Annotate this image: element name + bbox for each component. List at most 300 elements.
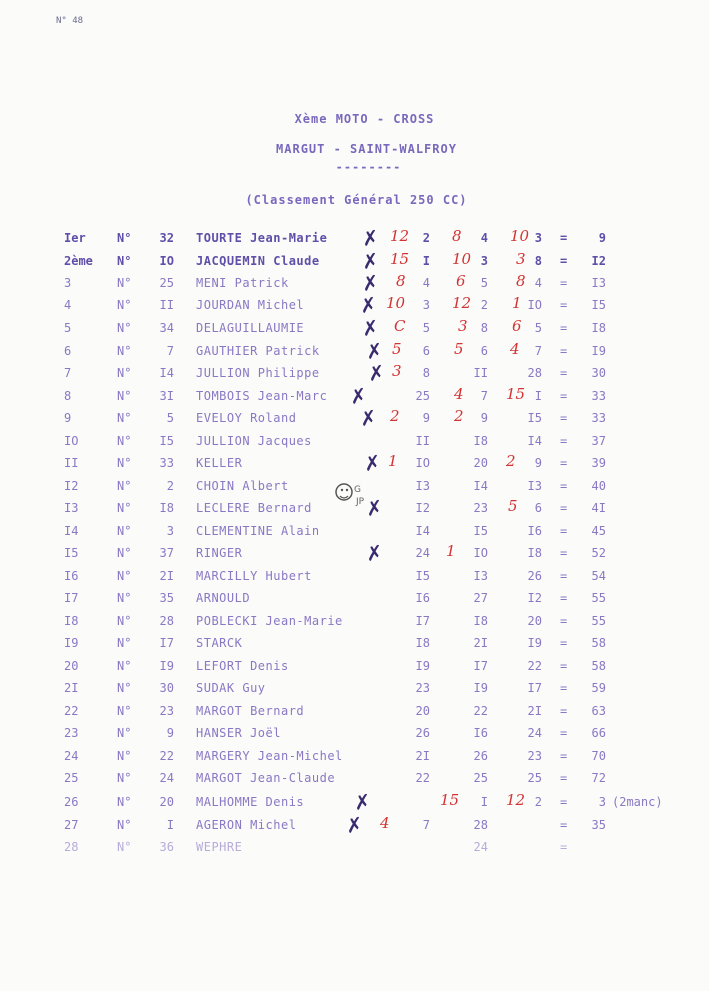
handwritten-number: 15 <box>440 791 460 809</box>
cell-eq: = <box>560 681 568 695</box>
handwritten-number: 8 <box>452 227 462 245</box>
cell-num: I <box>166 818 174 832</box>
cell-total: 70 <box>591 749 606 763</box>
cross-mark-icon: ✗ <box>366 359 387 387</box>
cell-m3: 2 <box>534 795 542 809</box>
cell-total: 33 <box>591 389 606 403</box>
cell-num: 3 <box>166 524 174 538</box>
document-place: MARGUT - SAINT-WALFROY <box>276 142 457 156</box>
cell-m1: 7 <box>422 818 430 832</box>
cell-m1: 2 <box>422 231 430 245</box>
cell-eq: = <box>560 321 568 335</box>
handwritten-number: 12 <box>390 227 410 245</box>
table-row <box>0 298 709 320</box>
cell-m1: 26 <box>415 726 430 740</box>
cell-rank: 27 <box>64 818 79 832</box>
handwritten-number: 15 <box>390 250 410 268</box>
cell-eq: = <box>560 524 568 538</box>
handwritten-number: 1 <box>388 452 398 470</box>
cell-total: 63 <box>591 704 606 718</box>
cell-m1: 22 <box>415 771 430 785</box>
cell-no: N° <box>117 726 132 740</box>
cell-rank: 2I <box>64 681 79 695</box>
cell-m3: IO <box>527 298 542 312</box>
cell-rank: I9 <box>64 636 79 650</box>
cell-m1: I6 <box>415 591 430 605</box>
cell-total: 58 <box>591 636 606 650</box>
table-row <box>0 231 709 253</box>
cell-total: 55 <box>591 614 606 628</box>
cross-mark-icon: ✗ <box>360 269 381 297</box>
cell-no: N° <box>117 321 132 335</box>
handwritten-number: 8 <box>396 272 406 290</box>
cell-m3: I3 <box>527 479 542 493</box>
cell-m1: 2I <box>415 749 430 763</box>
cell-name: JOURDAN Michel <box>196 298 305 312</box>
table-row <box>0 749 709 771</box>
cell-m2: 6 <box>480 344 488 358</box>
cell-name: MARGERY Jean-Michel <box>196 749 343 763</box>
cell-num: 22 <box>159 749 174 763</box>
cell-name: JULLION Jacques <box>196 434 312 448</box>
cell-num: I5 <box>159 434 174 448</box>
cell-name: JACQUEMIN Claude <box>196 254 320 268</box>
cell-no: N° <box>117 501 132 515</box>
cell-m3: I7 <box>527 681 542 695</box>
cross-mark-icon: ✗ <box>360 314 381 342</box>
cell-no: N° <box>117 704 132 718</box>
cell-total: 33 <box>591 411 606 425</box>
cell-eq: = <box>560 726 568 740</box>
cell-rank: II <box>64 456 79 470</box>
cell-m2: 2I <box>473 636 488 650</box>
cell-name: LEFORT Denis <box>196 659 289 673</box>
cell-m2: 20 <box>473 456 488 470</box>
cell-num: 2I <box>159 569 174 583</box>
cell-m2: 25 <box>473 771 488 785</box>
cell-no: N° <box>117 681 132 695</box>
cell-m3: I2 <box>527 591 542 605</box>
cell-name: SUDAK Guy <box>196 681 266 695</box>
cell-no: N° <box>117 411 132 425</box>
cell-m1: IO <box>415 456 430 470</box>
cell-no: N° <box>117 479 132 493</box>
svg-text:G: G <box>354 485 361 495</box>
cell-eq: = <box>560 344 568 358</box>
cell-total: 55 <box>591 591 606 605</box>
cell-no: N° <box>117 771 132 785</box>
cell-no: N° <box>117 389 132 403</box>
cell-no: N° <box>117 636 132 650</box>
handwritten-number: 2 <box>390 407 400 425</box>
cell-num: II <box>159 298 174 312</box>
cell-name: AGERON Michel <box>196 818 297 832</box>
cell-num: 7 <box>166 344 174 358</box>
cell-m3: I8 <box>527 546 542 560</box>
handwritten-number: 3 <box>392 362 402 380</box>
cell-no: N° <box>117 659 132 673</box>
table-row <box>0 569 709 591</box>
cell-total: 59 <box>591 681 606 695</box>
cell-m1: I3 <box>415 479 430 493</box>
document-subtitle: (Classement Général 250 CC) <box>245 193 468 207</box>
cell-eq: = <box>560 298 568 312</box>
cell-m3: 28 <box>527 366 542 380</box>
cell-m1: I <box>422 254 430 268</box>
cell-m2: 2 <box>480 298 488 312</box>
cell-m1: 20 <box>415 704 430 718</box>
cell-total: 72 <box>591 771 606 785</box>
cell-rank: I8 <box>64 614 79 628</box>
cell-name: MARGOT Bernard <box>196 704 305 718</box>
cell-m2: I <box>480 795 488 809</box>
cross-mark-icon: ✗ <box>364 494 385 522</box>
cell-m3: I9 <box>527 636 542 650</box>
cell-m3: I4 <box>527 434 542 448</box>
cell-rank: 9 <box>64 411 72 425</box>
table-row <box>0 771 709 793</box>
cell-rank: 4 <box>64 298 72 312</box>
handwritten-number: C <box>394 317 406 335</box>
cell-no: N° <box>117 591 132 605</box>
cell-name: MENI Patrick <box>196 276 289 290</box>
cell-total: I2 <box>591 254 606 268</box>
cell-name: GAUTHIER Patrick <box>196 344 320 358</box>
cell-m2: I6 <box>473 726 488 740</box>
cell-total: 30 <box>591 366 606 380</box>
cell-rank: I5 <box>64 546 79 560</box>
title-underline: -------- <box>335 160 402 174</box>
cell-rank: 26 <box>64 795 79 809</box>
cell-no: N° <box>117 749 132 763</box>
handwritten-number: 5 <box>508 497 518 515</box>
cell-rank: 28 <box>64 840 79 854</box>
cell-m3: 23 <box>527 749 542 763</box>
handwritten-number: 12 <box>452 294 472 312</box>
cell-total: 37 <box>591 434 606 448</box>
cell-eq: = <box>560 479 568 493</box>
cell-m3: 24 <box>527 726 542 740</box>
cell-no: N° <box>117 231 132 245</box>
cell-eq: = <box>560 434 568 448</box>
handwritten-number: 8 <box>516 272 526 290</box>
cell-rank: I2 <box>64 479 79 493</box>
cell-num: 28 <box>159 614 174 628</box>
cell-name: POBLECKI Jean-Marie <box>196 614 343 628</box>
cell-total: I3 <box>591 276 606 290</box>
cell-m1: I8 <box>415 636 430 650</box>
handwritten-number: 6 <box>512 317 522 335</box>
cell-rank: 2ème <box>64 254 93 268</box>
cell-num: 2 <box>166 479 174 493</box>
cell-name: STARCK <box>196 636 243 650</box>
cell-name: MARGOT Jean-Claude <box>196 771 336 785</box>
cell-m3: 22 <box>527 659 542 673</box>
cell-total: 58 <box>591 659 606 673</box>
cell-num: IO <box>159 254 174 268</box>
table-row <box>0 456 709 478</box>
cell-m2: 3 <box>480 254 488 268</box>
cell-no: N° <box>117 840 132 854</box>
handwritten-number: 2 <box>506 452 516 470</box>
cell-rank: 22 <box>64 704 79 718</box>
cell-m1: 23 <box>415 681 430 695</box>
cell-rank: 20 <box>64 659 79 673</box>
cell-m3: 9 <box>534 456 542 470</box>
cell-eq: = <box>560 818 568 832</box>
handwritten-number: 4 <box>510 340 520 358</box>
cell-m3: 2I <box>527 704 542 718</box>
cell-total: 40 <box>591 479 606 493</box>
cell-m1: II <box>415 434 430 448</box>
cell-m2: 27 <box>473 591 488 605</box>
cell-no: N° <box>117 795 132 809</box>
cell-rank: 6 <box>64 344 72 358</box>
table-row <box>0 591 709 613</box>
handwritten-number: 5 <box>454 340 464 358</box>
cell-eq: = <box>560 569 568 583</box>
table-row <box>0 434 709 456</box>
table-row <box>0 659 709 681</box>
cell-m1: 8 <box>422 366 430 380</box>
cell-no: N° <box>117 456 132 470</box>
cell-no: N° <box>117 254 132 268</box>
table-row <box>0 321 709 343</box>
cell-total: 39 <box>591 456 606 470</box>
cell-m1: 9 <box>422 411 430 425</box>
handwritten-number: 4 <box>380 814 390 832</box>
cell-m3: 6 <box>534 501 542 515</box>
handwritten-number: 15 <box>506 385 526 403</box>
cell-eq: = <box>560 546 568 560</box>
cell-name: TOMBOIS Jean-Marc <box>196 389 328 403</box>
cell-num: 24 <box>159 771 174 785</box>
document-title: Xème MOTO - CROSS <box>294 112 435 126</box>
cell-m1: 24 <box>415 546 430 560</box>
cell-m2: 23 <box>473 501 488 515</box>
cell-m2: 28 <box>473 818 488 832</box>
handwritten-number: 2 <box>454 407 464 425</box>
cell-m3: 4 <box>534 276 542 290</box>
cell-no: N° <box>117 524 132 538</box>
handwritten-number: 12 <box>506 791 526 809</box>
table-row <box>0 614 709 636</box>
cell-num: 25 <box>159 276 174 290</box>
cell-m3: 8 <box>534 254 542 268</box>
cell-m1: I5 <box>415 569 430 583</box>
handwritten-number: 4 <box>454 385 464 403</box>
cell-num: 30 <box>159 681 174 695</box>
corner-mark: N° 48 <box>56 16 84 26</box>
cell-eq: = <box>560 704 568 718</box>
cell-m1: I9 <box>415 659 430 673</box>
cell-rank: I4 <box>64 524 79 538</box>
cell-num: 34 <box>159 321 174 335</box>
cell-m2: I4 <box>473 479 488 493</box>
handwritten-number: 6 <box>456 272 466 290</box>
cell-num: 3I <box>159 389 174 403</box>
cell-m2: I5 <box>473 524 488 538</box>
cell-total: 3 <box>598 795 606 809</box>
cell-note: (2manc) <box>612 795 663 809</box>
cell-num: 37 <box>159 546 174 560</box>
cell-num: I7 <box>159 636 174 650</box>
cell-m2: I8 <box>473 434 488 448</box>
cell-rank: 8 <box>64 389 72 403</box>
cell-m1: I4 <box>415 524 430 538</box>
cell-no: N° <box>117 298 132 312</box>
cell-eq: = <box>560 276 568 290</box>
cell-num: 9 <box>166 726 174 740</box>
cell-no: N° <box>117 818 132 832</box>
cell-m2: I8 <box>473 614 488 628</box>
cell-m2: 4 <box>480 231 488 245</box>
stamp-logo-icon <box>334 478 376 510</box>
cell-num: 5 <box>166 411 174 425</box>
cell-num: 35 <box>159 591 174 605</box>
cell-num: I4 <box>159 366 174 380</box>
cross-mark-icon: ✗ <box>364 337 385 365</box>
cell-total: I5 <box>591 298 606 312</box>
cell-m1: 5 <box>422 321 430 335</box>
cell-total: I8 <box>591 321 606 335</box>
cell-m1: 6 <box>422 344 430 358</box>
cell-name: HANSER Joël <box>196 726 281 740</box>
cell-m3: 26 <box>527 569 542 583</box>
cell-no: N° <box>117 546 132 560</box>
table-row <box>0 704 709 726</box>
handwritten-number: 10 <box>386 294 406 312</box>
handwritten-number: 10 <box>510 227 530 245</box>
cell-m2: 8 <box>480 321 488 335</box>
cell-total: 54 <box>591 569 606 583</box>
cell-m2: 9 <box>480 411 488 425</box>
cell-m3: 25 <box>527 771 542 785</box>
cell-num: 36 <box>159 840 174 854</box>
cell-name: KELLER <box>196 456 243 470</box>
cell-m2: 22 <box>473 704 488 718</box>
table-row <box>0 681 709 703</box>
cell-name: CLEMENTINE Alain <box>196 524 320 538</box>
cell-m2: 5 <box>480 276 488 290</box>
handwritten-number: 10 <box>452 250 472 268</box>
cell-name: JULLION Philippe <box>196 366 320 380</box>
table-row <box>0 344 709 366</box>
cell-rank: 25 <box>64 771 79 785</box>
table-row <box>0 254 709 276</box>
cell-m2: II <box>473 366 488 380</box>
cell-rank: Ier <box>64 231 86 245</box>
cell-name: MALHOMME Denis <box>196 795 305 809</box>
cell-m3: I <box>534 389 542 403</box>
cell-m2: I3 <box>473 569 488 583</box>
cell-eq: = <box>560 591 568 605</box>
cell-total: 35 <box>591 818 606 832</box>
cell-total: 4I <box>591 501 606 515</box>
cell-rank: 3 <box>64 276 72 290</box>
cell-num: I9 <box>159 659 174 673</box>
cell-total: 45 <box>591 524 606 538</box>
cell-m3: 7 <box>534 344 542 358</box>
table-row <box>0 546 709 568</box>
handwritten-number: 3 <box>458 317 468 335</box>
cell-eq: = <box>560 501 568 515</box>
cell-m1: 25 <box>415 389 430 403</box>
cell-rank: IO <box>64 434 79 448</box>
handwritten-number: 1 <box>512 294 522 312</box>
cell-num: 23 <box>159 704 174 718</box>
cell-name: RINGER <box>196 546 243 560</box>
cell-m2: 24 <box>473 840 488 854</box>
cell-m1: 3 <box>422 298 430 312</box>
cell-eq: = <box>560 749 568 763</box>
cell-no: N° <box>117 614 132 628</box>
cell-eq: = <box>560 614 568 628</box>
cell-m2: IO <box>473 546 488 560</box>
cell-eq: = <box>560 254 568 268</box>
cell-total: 52 <box>591 546 606 560</box>
table-row <box>0 411 709 433</box>
cell-rank: I7 <box>64 591 79 605</box>
cell-rank: I3 <box>64 501 79 515</box>
cell-total: I9 <box>591 344 606 358</box>
cell-eq: = <box>560 659 568 673</box>
table-row <box>0 636 709 658</box>
cell-rank: 24 <box>64 749 79 763</box>
cell-m3: 3 <box>534 231 542 245</box>
cell-rank: 7 <box>64 366 72 380</box>
cell-m2: 26 <box>473 749 488 763</box>
cell-total: 66 <box>591 726 606 740</box>
cell-rank: 5 <box>64 321 72 335</box>
cell-m3: 20 <box>527 614 542 628</box>
cell-eq: = <box>560 456 568 470</box>
cell-num: 32 <box>159 231 174 245</box>
handwritten-number: 3 <box>516 250 526 268</box>
cell-num: 20 <box>159 795 174 809</box>
cell-name: LECLERE Bernard <box>196 501 312 515</box>
cell-no: N° <box>117 276 132 290</box>
cell-eq: = <box>560 636 568 650</box>
cell-name: ARNOULD <box>196 591 251 605</box>
cell-name: EVELOY Roland <box>196 411 297 425</box>
cross-mark-icon: ✗ <box>362 449 383 477</box>
cell-no: N° <box>117 366 132 380</box>
cell-rank: 23 <box>64 726 79 740</box>
cell-name: TOURTE Jean-Marie <box>196 231 328 245</box>
cell-eq: = <box>560 389 568 403</box>
svg-text:JP: JP <box>356 497 365 507</box>
table-row <box>0 726 709 748</box>
cell-no: N° <box>117 344 132 358</box>
cross-mark-icon: ✗ <box>348 382 369 410</box>
cell-name: MARCILLY Hubert <box>196 569 312 583</box>
cell-m1: I2 <box>415 501 430 515</box>
table-row <box>0 524 709 546</box>
cell-eq: = <box>560 771 568 785</box>
cell-name: DELAGUILLAUMIE <box>196 321 305 335</box>
cell-m1: 4 <box>422 276 430 290</box>
cross-mark-icon: ✗ <box>364 539 385 567</box>
cross-mark-icon: ✗ <box>358 404 379 432</box>
cross-mark-icon: ✗ <box>360 224 381 252</box>
cell-m2: I9 <box>473 681 488 695</box>
cell-m3: I6 <box>527 524 542 538</box>
cross-mark-icon: ✗ <box>358 291 379 319</box>
cell-num: I8 <box>159 501 174 515</box>
cell-total: 9 <box>598 231 606 245</box>
cell-eq: = <box>560 366 568 380</box>
